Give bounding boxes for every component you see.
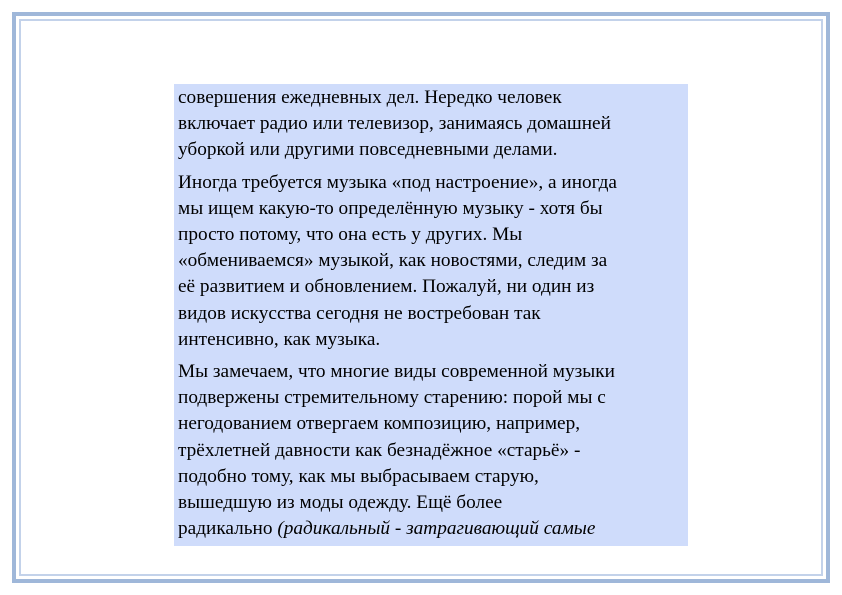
text-line: «обмениваемся» музыкой, как новостями, следим за xyxy=(178,250,608,272)
text-line: трёхлетней давности как безнадёжное «старьё» - xyxy=(178,439,581,461)
text-line: Мы замечаем, что многие виды современной музыки xyxy=(178,361,615,383)
text-line: мы ищем какую-то определённую музыку - хотя бы xyxy=(178,197,603,219)
text-line: её развитием и обновлением. Пожалуй, ни один из xyxy=(178,276,595,298)
text-line: вышедшую из моды одежду. Ещё более xyxy=(178,492,503,514)
text-line: видов искусства сегодня не востребован так xyxy=(178,302,541,324)
paragraph-2 xyxy=(178,170,684,353)
text-line: Иногда требуется музыка «под настроение», а иногда xyxy=(178,171,617,193)
text-line: включает радио или телевизор, занимаясь домашней xyxy=(178,113,611,135)
text-line: негодованием отвергаем композицию, например, xyxy=(178,413,581,435)
text-line: совершения ежедневных дел. Нередко человек xyxy=(178,87,562,108)
paragraph-1 xyxy=(178,85,684,164)
paragraph-3 xyxy=(178,359,684,542)
text-line: интенсивно, как музыка. xyxy=(178,328,381,350)
text-line: уборкой или другими повседневными делами. xyxy=(178,139,558,161)
text-line: подобно тому, как мы выбрасываем старую, xyxy=(178,465,539,487)
text-line-last xyxy=(178,516,684,542)
text-italic-definition: (радикальный - затрагивающий самые xyxy=(277,518,596,540)
text-block xyxy=(174,84,688,546)
text-plain: радикально xyxy=(178,518,278,540)
text-line: просто потому, что она есть у других. Мы xyxy=(178,224,523,246)
text-line: подвержены стремительному старению: порой мы с xyxy=(178,387,606,409)
